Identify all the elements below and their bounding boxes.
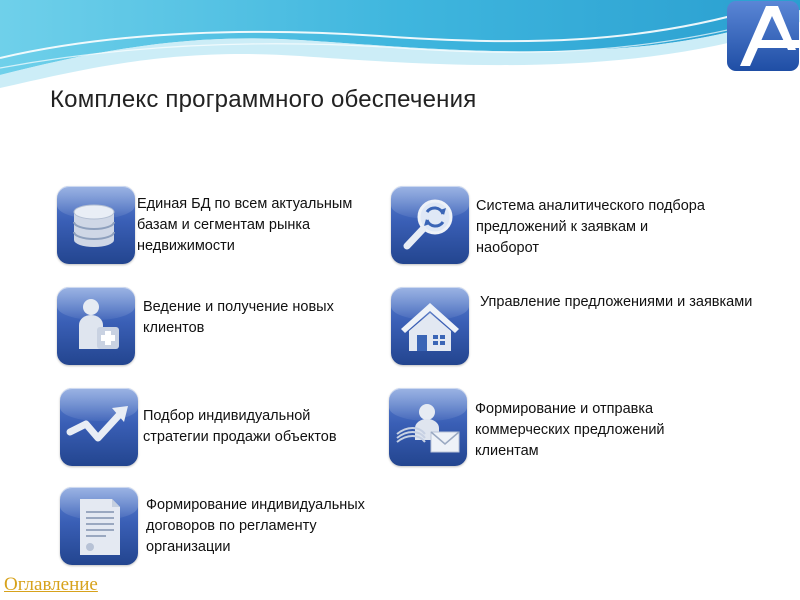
feature-text-strategy: Подбор индивидуальной стратегии продажи объектов: [143, 408, 337, 445]
feature-text-analytics: Система аналитического подбора предложений к заявкам и наоборот: [476, 198, 705, 256]
contact-mail-icon: [389, 388, 467, 466]
offers-management-tile: [391, 287, 469, 365]
commercial-offers-tile: [389, 388, 467, 466]
feature-text-offers: Формирование и отправка коммерческих предложений клиентам: [475, 401, 665, 459]
add-user-icon: [57, 287, 135, 365]
magnifier-refresh-icon: [391, 186, 469, 264]
home-icon: [391, 287, 469, 365]
table-of-contents-link[interactable]: Оглавление: [4, 574, 98, 595]
add-client-tile: [57, 287, 135, 365]
feature-text-management: Управление предложениями и заявками: [480, 294, 753, 310]
feature-text-database: Единая БД по всем актуальным базам и сегментам рынка недвижимости: [137, 196, 353, 254]
database-icon: [57, 186, 135, 264]
trend-up-icon: [60, 388, 138, 466]
company-logo: [726, 0, 800, 72]
document-icon: [60, 487, 138, 565]
contracts-tile: [60, 487, 138, 565]
page-title: Комплекс программного обеспечения: [50, 86, 477, 113]
sales-strategy-tile: [60, 388, 138, 466]
database-tile: [57, 186, 135, 264]
feature-text-contracts: Формирование индивидуальных договоров по регламенту организации: [146, 497, 365, 555]
feature-text-clients: Ведение и получение новых клиентов: [143, 299, 334, 336]
analytics-search-tile: [391, 186, 469, 264]
header-wave-decoration: [0, 0, 800, 100]
